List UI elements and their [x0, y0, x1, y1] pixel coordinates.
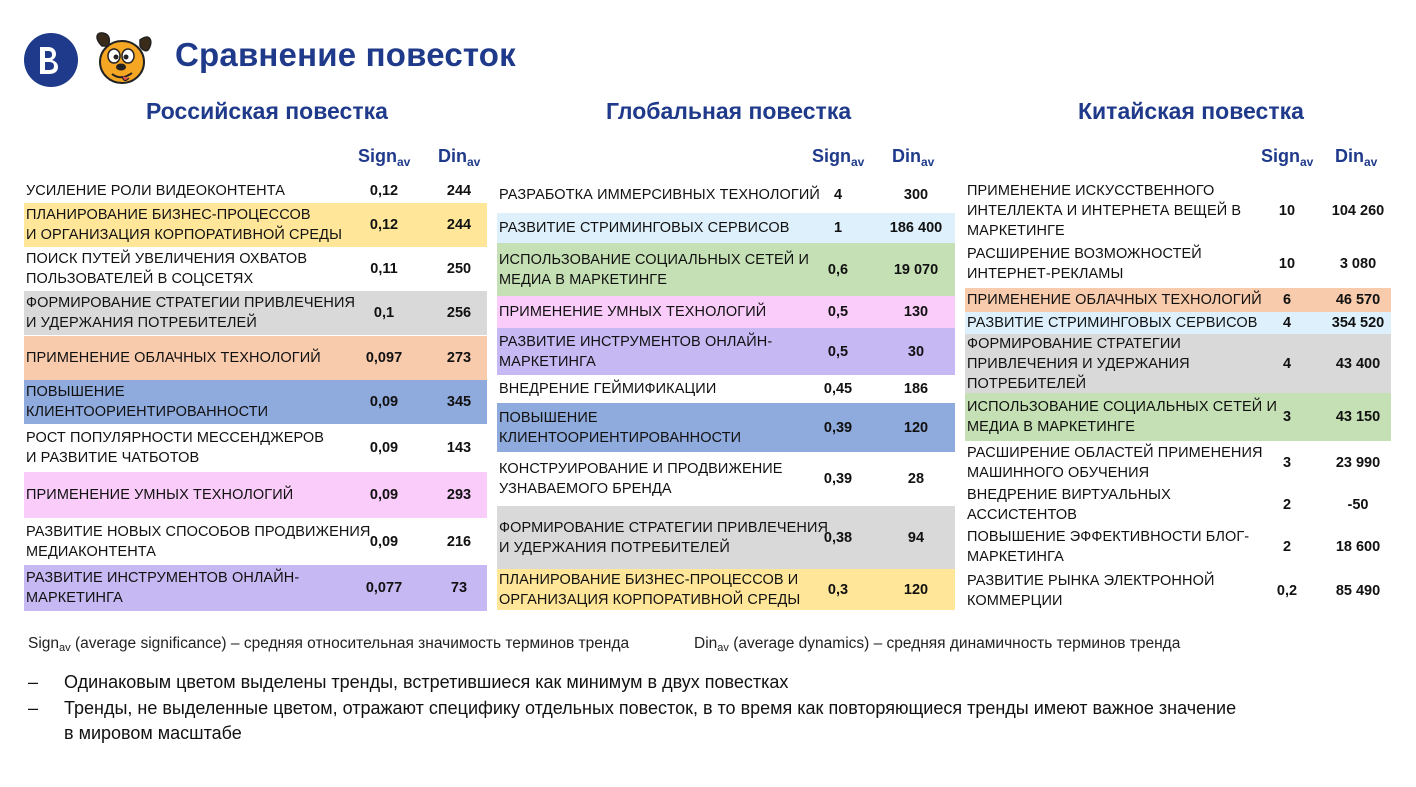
sign-value: 0,1 [373, 305, 395, 321]
table-row [965, 182, 1391, 240]
sign-value: 0,3 [827, 581, 849, 598]
trend-label: ФОРМИРОВАНИЕ СТРАТЕГИИ ПРИВЛЕЧЕНИЯ И УДЕРЖАНИЯ ПОТРЕБИТЕЛЕЙ [967, 335, 1190, 392]
trend-label: КОНСТРУИРОВАНИЕ И ПРОДВИЖЕНИЕ УЗНАВАЕМОГО БРЕНДА [499, 461, 783, 497]
table-row [24, 336, 487, 380]
trend-label: РАЗВИТИЕ СТРИМИНГОВЫХ СЕРВИСОВ [967, 315, 1258, 331]
din-value: 23 990 [1335, 455, 1381, 471]
table-row [24, 380, 487, 424]
dog-mascot-logo [92, 28, 154, 88]
table-row [24, 518, 487, 565]
sign-value: 0,39 [823, 471, 853, 487]
trend-label: ПЛАНИРОВАНИЕ БИЗНЕС-ПРОЦЕССОВ И ОРГАНИЗАЦИЯ КОРПОРАТИВНОЙ СРЕДЫ [499, 571, 801, 608]
table-row [497, 213, 955, 243]
table-row [24, 181, 487, 201]
sign-value: 6 [1282, 292, 1292, 308]
sign-value: 0,5 [827, 304, 849, 320]
note-2 [28, 696, 1388, 746]
din-value: 293 [446, 487, 472, 503]
trend-label: ПРИМЕНЕНИЕ УМНЫХ ТЕХНОЛОГИЙ [499, 304, 767, 320]
table-row [497, 243, 955, 296]
sign-value: 4 [1282, 315, 1292, 331]
table-row [24, 472, 487, 518]
sign-value: 0,39 [823, 419, 853, 436]
trend-label: РАЗВИТИЕ РЫНКА ЭЛЕКТРОННОЙ КОММЕРЦИИ [967, 572, 1215, 609]
sign-value: 0,077 [365, 580, 403, 596]
din-value: 186 [903, 381, 929, 397]
sign-value: 1 [833, 220, 843, 236]
table-row [965, 240, 1391, 288]
trend-label: ПОВЫШЕНИЕ ЭФФЕКТИВНОСТИ БЛОГ- МАРКЕТИНГА [967, 528, 1250, 565]
table-row [497, 506, 955, 569]
din-value: 345 [446, 394, 472, 410]
din-value: 250 [446, 261, 472, 277]
din-value: 354 520 [1331, 315, 1385, 331]
trend-label: РАЗВИТИЕ ИНСТРУМЕНТОВ ОНЛАЙН- МАРКЕТИНГА [26, 570, 300, 606]
sign-value: 0,11 [370, 261, 398, 277]
trend-label: ПРИМЕНЕНИЕ ОБЛАЧНЫХ ТЕХНОЛОГИЙ [967, 292, 1262, 308]
trend-label: РАЗВИТИЕ ИНСТРУМЕНТОВ ОНЛАЙН- МАРКЕТИНГА [499, 333, 773, 370]
table-row [24, 203, 487, 247]
din-value: 30 [907, 343, 925, 360]
sign-value: 0,09 [369, 487, 399, 503]
din-value: 43 400 [1335, 355, 1381, 372]
din-value: 216 [446, 533, 472, 550]
sign-value: 0,097 [365, 350, 403, 366]
sign-value: 3 [1282, 409, 1292, 425]
din-value: 143 [446, 440, 472, 456]
trend-label: ИСПОЛЬЗОВАНИЕ СОЦИАЛЬНЫХ СЕТЕЙ И МЕДИА В МАРКЕТИНГЕ [499, 251, 809, 288]
din-value: 186 400 [889, 220, 943, 236]
table-global-agenda [497, 177, 955, 611]
trend-label: ИСПОЛЬЗОВАНИЕ СОЦИАЛЬНЫХ СЕТЕЙ И МЕДИА В МАРКЕТИНГЕ [967, 399, 1277, 435]
din-value: 273 [446, 350, 472, 366]
table-row [497, 452, 955, 506]
trend-label: ФОРМИРОВАНИЕ СТРАТЕГИИ ПРИВЛЕЧЕНИЯ И УДЕРЖАНИЯ ПОТРЕБИТЕЛЕЙ [499, 519, 829, 556]
col-header-din: Din$_{av}$ [892, 146, 935, 169]
table-row [497, 328, 955, 375]
din-value: 94 [907, 529, 925, 546]
note-dash: – [28, 672, 39, 692]
col-header-sign: Sign$_{av}$ [1261, 146, 1314, 169]
sign-value: 0,12 [369, 183, 399, 199]
table-row [965, 288, 1391, 312]
section-title-chinese: Китайская повестка [1078, 98, 1304, 124]
din-value: 73 [450, 580, 468, 596]
table-russian-agenda [24, 181, 487, 611]
table-row [24, 247, 487, 291]
sign-value: 4 [833, 187, 843, 203]
trend-label: УСИЛЕНИЕ РОЛИ ВИДЕОКОНТЕНТА [26, 183, 285, 199]
note-text: Тренды, не выделенные цветом, отражают специфику отдельных повесток, в то время как повторяющиеся тренды имеют важное значение [64, 698, 1237, 718]
table-row [497, 296, 955, 328]
sign-value: 4 [1282, 355, 1292, 372]
din-value: 28 [907, 471, 925, 487]
table-row [497, 177, 955, 213]
section-title-global: Глобальная повестка [606, 98, 852, 124]
din-value: 3 080 [1339, 256, 1377, 272]
trend-label: ПЛАНИРОВАНИЕ БИЗНЕС-ПРОЦЕССОВ И ОРГАНИЗАЦИЯ КОРПОРАТИВНОЙ СРЕДЫ [26, 207, 343, 243]
table-row [965, 485, 1391, 525]
din-value: -50 [1347, 497, 1369, 513]
din-value: 130 [903, 304, 929, 320]
trend-label: РАЗВИТИЕ СТРИМИНГОВЫХ СЕРВИСОВ [499, 220, 790, 236]
din-value: 300 [903, 187, 929, 203]
table-chinese-agenda [965, 182, 1391, 613]
sign-value: 0,12 [369, 217, 399, 233]
page-title: Сравнение повесток [175, 36, 516, 73]
table-row [965, 312, 1391, 334]
sign-value: 10 [1278, 256, 1296, 272]
col-header-din: Din$_{av}$ [438, 146, 481, 169]
trend-label: РАСШИРЕНИЕ ВОЗМОЖНОСТЕЙ ИНТЕРНЕТ-РЕКЛАМЫ [967, 246, 1202, 282]
trend-label: РАЗРАБОТКА ИММЕРСИВНЫХ ТЕХНОЛОГИЙ [499, 187, 820, 203]
sign-value: 10 [1278, 203, 1296, 219]
table-row [497, 403, 955, 452]
trend-label: ПРИМЕНЕНИЕ ИСКУССТВЕННОГО ИНТЕЛЛЕКТА И ИНТЕРНЕТА ВЕЩЕЙ В МАРКЕТИНГЕ [967, 183, 1242, 239]
col-header-sign: Sign$_{av}$ [812, 146, 865, 169]
din-value: 244 [446, 217, 472, 233]
sign-value: 2 [1282, 497, 1292, 513]
table-row [24, 565, 487, 611]
din-value: 104 260 [1331, 203, 1385, 219]
din-value: 256 [446, 305, 472, 321]
sign-value: 0,09 [369, 394, 399, 410]
trend-label: РАСШИРЕНИЕ ОБЛАСТЕЙ ПРИМЕНЕНИЯ МАШИННОГО ОБУЧЕНИЯ [967, 445, 1263, 481]
hse-logo [24, 33, 78, 87]
legend-din: Din$_{av}$ (average dynamics) – средняя динамичность терминов тренда [694, 635, 1181, 654]
table-row [965, 568, 1391, 613]
note-1 [28, 670, 1388, 695]
table-row [24, 291, 487, 335]
table-row [965, 525, 1391, 568]
trend-label: ПОИСК ПУТЕЙ УВЕЛИЧЕНИЯ ОХВАТОВ ПОЛЬЗОВАТЕЛЕЙ В СОЦСЕТЯХ [26, 251, 308, 287]
sign-value: 0,2 [1276, 582, 1298, 599]
table-row [497, 375, 955, 403]
din-value: 120 [903, 419, 929, 436]
sign-value: 0,5 [827, 343, 849, 360]
table-row [965, 334, 1391, 393]
trend-label: ПРИМЕНЕНИЕ ОБЛАЧНЫХ ТЕХНОЛОГИЙ [26, 350, 321, 366]
table-row [24, 424, 487, 472]
trend-label: ВНЕДРЕНИЕ ВИРТУАЛЬНЫХ АССИСТЕНТОВ [967, 487, 1171, 523]
trend-label: ВНЕДРЕНИЕ ГЕЙМИФИКАЦИИ [499, 381, 717, 397]
din-value: 120 [903, 581, 929, 598]
din-value: 46 570 [1335, 292, 1381, 308]
note-text-continuation: в мировом масштабе [64, 723, 242, 743]
trend-label: ПРИМЕНЕНИЕ УМНЫХ ТЕХНОЛОГИЙ [26, 487, 294, 503]
sign-value: 0,6 [827, 261, 849, 278]
col-header-sign: Sign$_{av}$ [358, 146, 411, 169]
note-text: Одинаковым цветом выделены тренды, встретившиеся как минимум в двух повестках [64, 672, 789, 692]
trend-label: РОСТ ПОПУЛЯРНОСТИ МЕССЕНДЖЕРОВ И РАЗВИТИЕ ЧАТБОТОВ [26, 430, 325, 466]
sign-value: 0,38 [823, 529, 853, 546]
din-value: 43 150 [1335, 409, 1381, 425]
legend-sign: Sign$_{av}$ (average significance) – средняя относительная значимость терминов тренда [28, 635, 630, 654]
note-dash: – [28, 698, 39, 718]
din-value: 85 490 [1335, 582, 1381, 599]
sign-value: 0,09 [369, 440, 399, 456]
table-row [965, 441, 1391, 485]
sign-value: 2 [1282, 538, 1292, 555]
din-value: 244 [446, 183, 472, 199]
sign-value: 0,09 [369, 533, 399, 550]
table-row [965, 393, 1391, 441]
trend-label: ПОВЫШЕНИЕ КЛИЕНТООРИЕНТИРОВАННОСТИ [499, 409, 742, 446]
table-row [497, 569, 955, 610]
din-value: 19 070 [893, 261, 939, 278]
trend-label: ФОРМИРОВАНИЕ СТРАТЕГИИ ПРИВЛЕЧЕНИЯ И УДЕРЖАНИЯ ПОТРЕБИТЕЛЕЙ [26, 295, 356, 331]
trend-label: ПОВЫШЕНИЕ КЛИЕНТООРИЕНТИРОВАННОСТИ [26, 384, 269, 420]
col-header-din: Din$_{av}$ [1335, 146, 1378, 169]
sign-value: 3 [1282, 455, 1292, 471]
sign-value: 0,45 [823, 381, 853, 397]
trend-label: РАЗВИТИЕ НОВЫХ СПОСОБОВ ПРОДВИЖЕНИЯ МЕДИАКОНТЕНТА [26, 523, 371, 560]
section-title-russian: Российская повестка [146, 98, 388, 124]
din-value: 18 600 [1335, 538, 1381, 555]
